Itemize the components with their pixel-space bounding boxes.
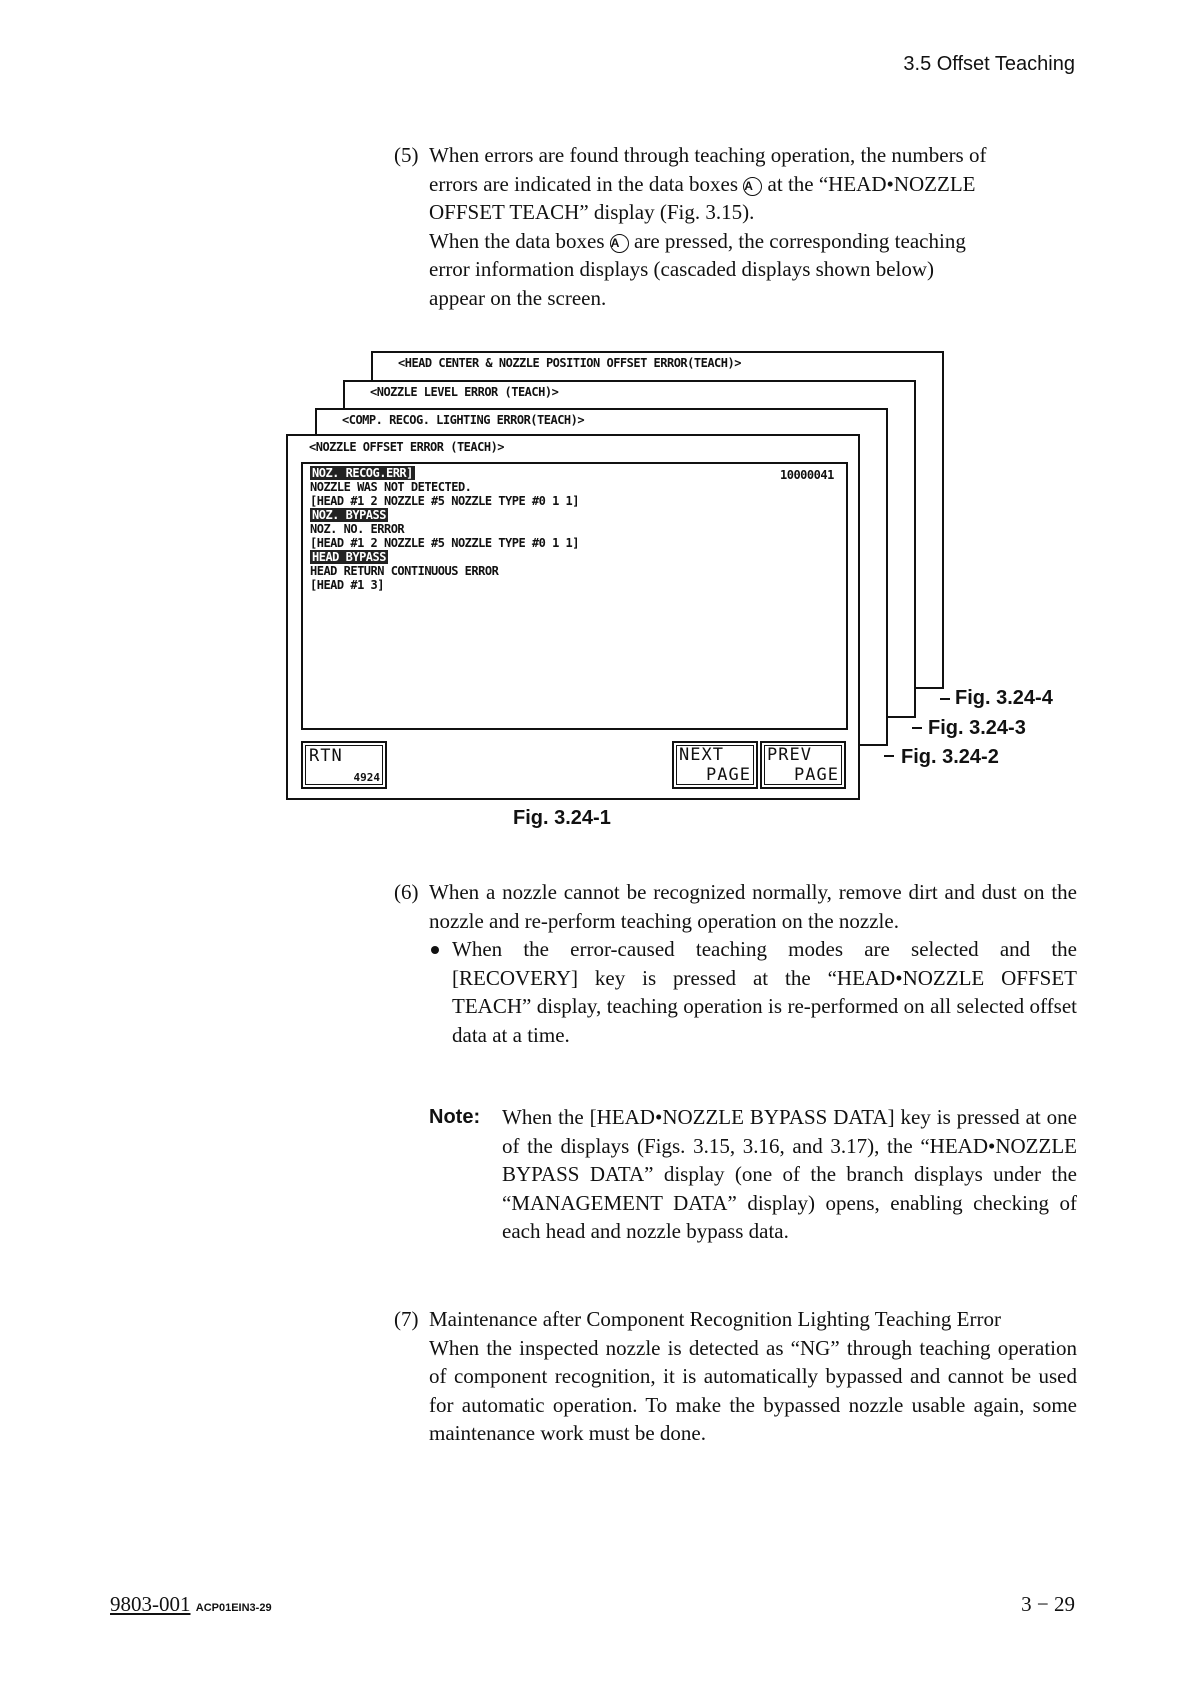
- prev-page-top: PREV: [767, 745, 812, 765]
- p7-text: When the inspected nozzle is detected as “NG” through teaching operation of component recognition, it is automatically bypassed and cannot be used for automatic operation. To make the bypassed nozzle usable again, some maintenance work must be done.: [429, 1335, 1077, 1445]
- p5-line-5: error information displays (cascaded displays shown below): [429, 257, 935, 281]
- fig-caption-1: Fig. 3.24-1: [513, 807, 611, 829]
- section-header: 3.5 Offset Teaching: [903, 53, 1075, 75]
- error-category: NOZ. RECOG.ERR]: [312, 466, 413, 480]
- screen-title-3: <NOZZLE LEVEL ERROR (TEACH)>: [370, 385, 559, 399]
- circle-a-marker: A: [610, 234, 629, 253]
- leader-line-4: [940, 698, 950, 700]
- error-line: [HEAD #1 3]: [310, 578, 384, 592]
- p5-line-6: appear on the screen.: [429, 285, 607, 310]
- p5-line-3: OFFSET TEACH” display (Fig. 3.15).: [429, 200, 755, 224]
- p5-line-2a: errors are indicated in the data boxes: [429, 171, 739, 196]
- p5-line-4b: are pressed, the corresponding teaching: [634, 228, 966, 253]
- p5-line-2: [429, 170, 1077, 199]
- paragraph-number: (6): [394, 880, 419, 904]
- note-text: When the [HEAD•NOZZLE BYPASS DATA] key is pressed at one of the displays (Figs. 3.15, 3.16, and 3.17), the “HEAD•NOZZLE BYPASS DATA” display (one of the branch displays under the “MANAGEMENT DATA” display) opens, enabling checking of each head and nozzle bypass data.: [502, 1105, 1077, 1243]
- next-page-bottom: PAGE: [706, 765, 751, 785]
- error-line: NOZ. NO. ERROR: [310, 522, 405, 536]
- fig-caption-4: Fig. 3.24-4: [955, 687, 1053, 709]
- paragraph-number: (7): [394, 1307, 419, 1331]
- fig-caption-2: Fig. 3.24-2: [901, 746, 999, 768]
- next-page-top: NEXT: [679, 745, 724, 765]
- paragraph-5: [394, 141, 1077, 312]
- rtn-label: RTN: [309, 746, 343, 766]
- error-line: [HEAD #1 2 NOZZLE #5 NOZZLE TYPE #0 1 1]: [310, 536, 579, 550]
- p5-line-2b: at the “HEAD•NOZZLE: [767, 171, 976, 196]
- p7-title: Maintenance after Component Recognition Lighting Teaching Error: [429, 1307, 1001, 1331]
- doc-number: 9803-001: [110, 1592, 191, 1616]
- p5-line-4a: When the data boxes: [429, 228, 605, 253]
- circle-a-marker: A: [743, 177, 762, 196]
- bullet-dot: [431, 946, 439, 954]
- prev-page-button[interactable]: [760, 741, 846, 789]
- error-category: HEAD BYPASS: [312, 550, 386, 564]
- screen-title-2: <COMP. RECOG. LIGHTING ERROR(TEACH)>: [342, 413, 585, 427]
- leader-line-2: [884, 755, 894, 757]
- prev-page-bottom: PAGE: [794, 765, 839, 785]
- error-line: [310, 550, 388, 564]
- p6-bullet: [429, 935, 1077, 1049]
- error-code: 10000041: [780, 468, 834, 482]
- p5-line-1: When errors are found through teaching operation, the numbers of: [429, 143, 987, 167]
- paragraph-number: (5): [394, 143, 419, 167]
- error-line: [HEAD #1 2 NOZZLE #5 NOZZLE TYPE #0 1 1]: [310, 494, 579, 508]
- fig-caption-3: Fig. 3.24-3: [928, 717, 1026, 739]
- rtn-button[interactable]: [301, 741, 387, 789]
- screen-title-1: <NOZZLE OFFSET ERROR (TEACH)>: [309, 440, 505, 454]
- error-category: NOZ. BYPASS: [312, 508, 386, 522]
- error-line: [310, 466, 415, 480]
- paragraph-7: [394, 1305, 1077, 1448]
- paragraph-6: [394, 878, 1077, 1049]
- doc-subcode: ACP01EIN3-29: [195, 1602, 272, 1614]
- leader-line-3: [912, 727, 922, 729]
- note-block: [429, 1103, 1077, 1246]
- page-number: 3 − 29: [1021, 1592, 1075, 1616]
- footer-doc-code: [110, 1592, 272, 1617]
- error-line: HEAD RETURN CONTINUOUS ERROR: [310, 564, 499, 578]
- note-label: Note:: [429, 1106, 481, 1128]
- next-page-button[interactable]: [672, 741, 758, 789]
- rtn-code: 4924: [353, 771, 380, 784]
- p6-text: When a nozzle cannot be recognized normally, remove dirt and dust on the nozzle and re-perform teaching operation on the nozzle.: [429, 880, 1077, 933]
- p6-bullet-text: When the error-caused teaching modes are selected and the [RECOVERY] key is pressed at the “HEAD•NOZZLE OFFSET TEACH” display, teaching operation is re-performed on all selected offset data at a time.: [452, 937, 1077, 1047]
- error-line: NOZZLE WAS NOT DETECTED.: [310, 480, 472, 494]
- p5-line-4: [429, 227, 1077, 256]
- error-line: [310, 508, 388, 522]
- screen-title-4: <HEAD CENTER & NOZZLE POSITION OFFSET ERROR(TEACH)>: [398, 356, 741, 370]
